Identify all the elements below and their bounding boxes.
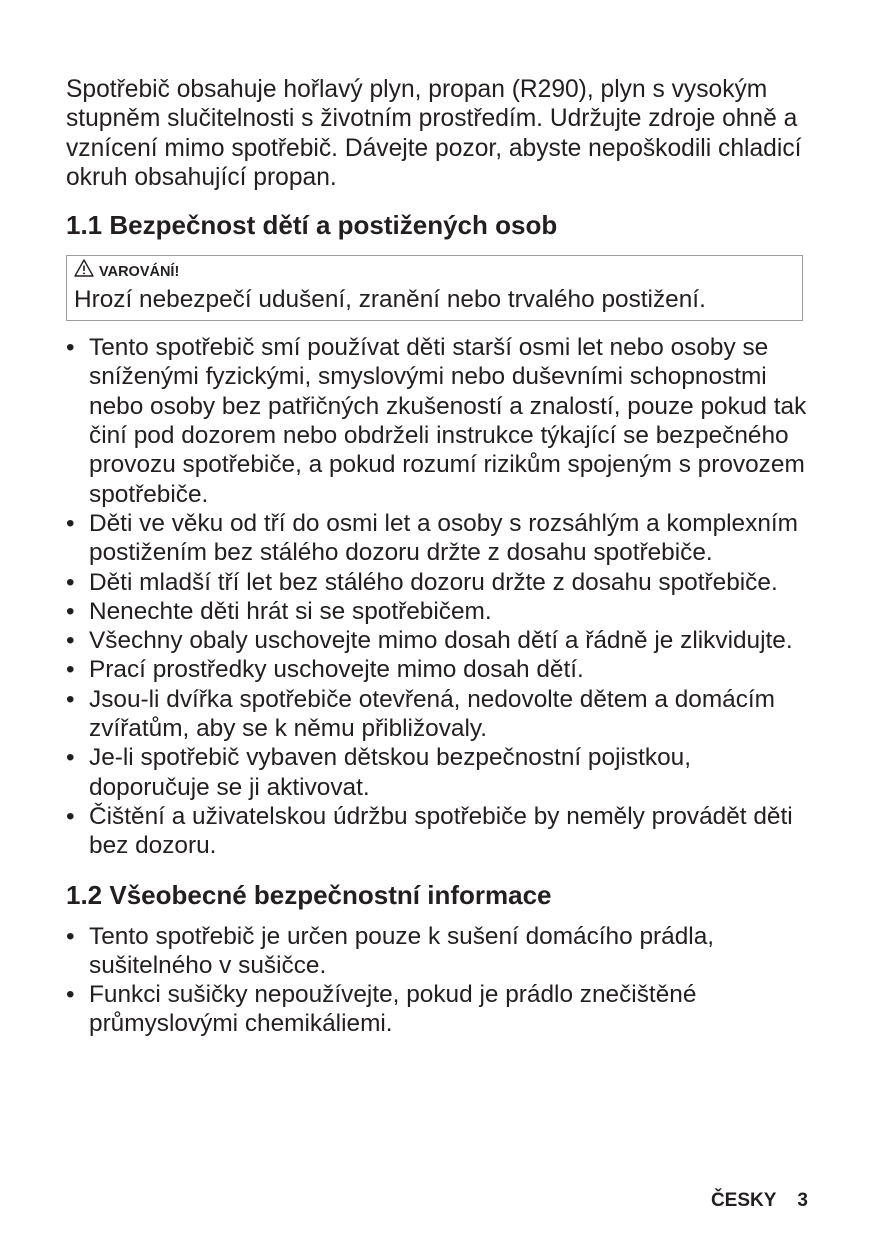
intro-paragraph: Spotřebič obsahuje hořlavý plyn, propan (R290), plyn s vysokým stupněm slučitelnosti s životním prostředím. Udržujte zdroje ohně a vznícení mimo spotřebič. Dávejte pozor, abyste nepoškodili chladicí okruh obsahující propan. bbox=[66, 76, 802, 191]
list-item: • Tento spotřebič je určen pouze k sušení domácího prádla, sušitelného v sušičce. bbox=[66, 922, 811, 981]
footer-language: ČESKY bbox=[710, 1190, 777, 1211]
page-footer bbox=[711, 1190, 808, 1212]
warning-header bbox=[74, 260, 802, 284]
list-item: • Tento spotřebič smí používat děti starší osmi let nebo osoby se sníženými fyzickými, smyslovými nebo duševními schopnostmi nebo osoby bez patřičných zkušeností a znalostí, pouze pokud tak činí pod dozorem nebo obdrželi instrukce týkající se bezpečného provozu spotřebiče, a pokud rozumí rizikům spojeným s provozem spotřebiče. bbox=[66, 333, 811, 509]
warning-triangle-icon bbox=[74, 259, 94, 285]
page-number: 3 bbox=[797, 1190, 808, 1211]
general-safety-list bbox=[66, 922, 811, 1039]
document-page bbox=[66, 75, 811, 1039]
list-item: • Čištění a uživatelskou údržbu spotřebiče by neměly provádět děti bez dozoru. bbox=[66, 802, 811, 861]
warning-label: VAROVÁNÍ! bbox=[99, 264, 180, 281]
list-item: • Jsou-li dvířka spotřebiče otevřená, nedovolte dětem a domácím zvířatům, aby se k němu přibližovaly. bbox=[66, 685, 811, 744]
list-item: • Nenechte děti hrát si se spotřebičem. bbox=[66, 597, 811, 626]
warning-text: Hrozí nebezpečí udušení, zranění nebo trvalého postižení. bbox=[74, 286, 706, 314]
list-item: • Je-li spotřebič vybaven dětskou bezpečnostní pojistkou, doporučuje se ji aktivovat. bbox=[66, 743, 811, 802]
child-safety-list bbox=[66, 333, 811, 860]
list-item: • Prací prostředky uschovejte mimo dosah dětí. bbox=[66, 655, 811, 684]
list-item: • Všechny obaly uschovejte mimo dosah dětí a řádně je zlikvidujte. bbox=[66, 626, 811, 655]
section-heading-child-safety: 1.1 Bezpečnost dětí a postižených osob bbox=[66, 210, 558, 241]
list-item: • Děti mladší tří let bez stálého dozoru držte z dosahu spotřebiče. bbox=[66, 568, 811, 597]
list-item: • Funkci sušičky nepoužívejte, pokud je prádlo znečištěné průmyslovými chemikáliemi. bbox=[66, 980, 811, 1039]
section-heading-general-safety: 1.2 Všeobecné bezpečnostní informace bbox=[66, 879, 552, 910]
list-item: • Děti ve věku od tří do osmi let a osoby s rozsáhlým a komplexním postižením bez stálého dozoru držte z dosahu spotřebiče. bbox=[66, 509, 811, 568]
warning-box bbox=[66, 255, 803, 321]
